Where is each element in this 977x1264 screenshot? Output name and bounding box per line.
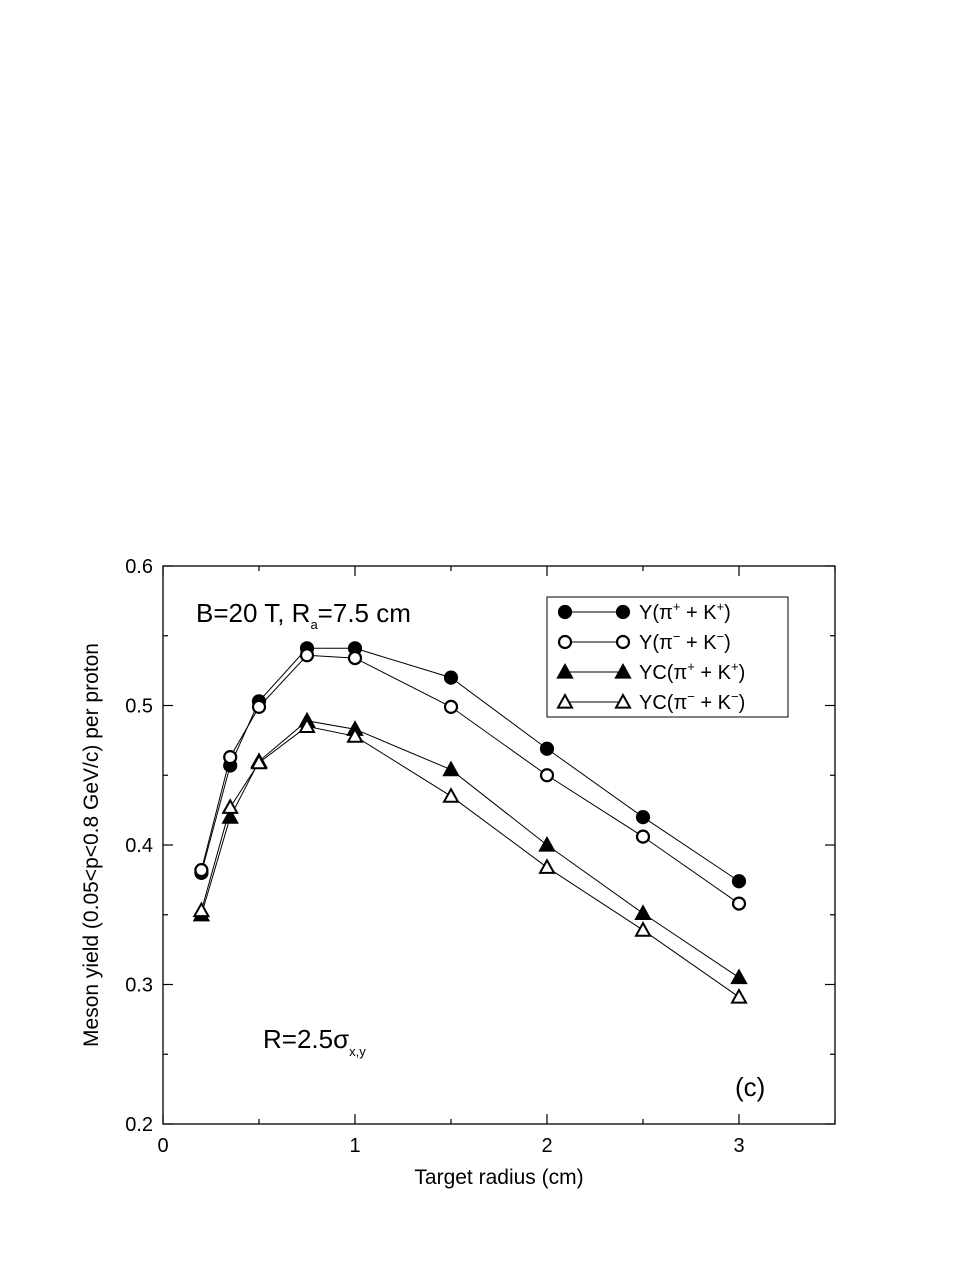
y-tick-label: 0.6 (125, 556, 153, 578)
data-point (636, 906, 650, 919)
series-line (201, 726, 739, 997)
legend-marker (617, 606, 629, 618)
data-point (224, 751, 236, 763)
data-point (733, 898, 745, 910)
data-point (253, 701, 265, 713)
y-axis-label: Meson yield (0.05<p<0.8 GeV/c) per proton (80, 643, 103, 1047)
legend-label: Y(π+ + K+) (639, 599, 731, 624)
panel-label: (c) (735, 1072, 766, 1102)
x-tick-label: 0 (157, 1135, 169, 1157)
data-point (194, 904, 208, 917)
legend-marker (617, 636, 629, 648)
data-point (541, 769, 553, 781)
data-point (540, 860, 554, 873)
series-3 (194, 714, 746, 983)
x-tick-label: 2 (541, 1135, 553, 1157)
data-point (732, 971, 746, 984)
data-point (540, 838, 554, 851)
data-point (445, 701, 457, 713)
data-point (636, 923, 650, 936)
data-point (637, 831, 649, 843)
x-axis-label: Target radius (cm) (414, 1166, 584, 1189)
series-4 (194, 719, 746, 1002)
data-point (195, 864, 207, 876)
x-tick-label: 1 (349, 1135, 361, 1157)
data-point (541, 743, 553, 755)
y-tick-label: 0.4 (125, 835, 153, 857)
field-annotation: B=20 T, $R_a=7.5$ cm (196, 598, 411, 632)
y-tick-label: 0.5 (125, 695, 153, 718)
y-tick-label: 0.3 (125, 974, 153, 997)
y-tick-label: 0.2 (125, 1114, 153, 1136)
data-point (301, 649, 313, 661)
data-point (444, 789, 458, 802)
legend-marker (559, 636, 571, 648)
data-point (444, 763, 458, 776)
data-point (637, 811, 649, 823)
x-tick-label: 3 (733, 1135, 745, 1157)
legend-label: YC(π− + K−) (639, 689, 746, 714)
legend-label: YC(π+ + K+) (639, 659, 746, 684)
data-point (732, 990, 746, 1003)
radius-annotation: $R=2.5\sigma_{x,y}$ (263, 1024, 366, 1059)
data-point (349, 652, 361, 664)
legend-marker (559, 606, 571, 618)
data-point (733, 875, 745, 887)
legend-label: Y(π− + K−) (639, 629, 731, 654)
series-line (201, 721, 739, 978)
data-point (445, 672, 457, 684)
